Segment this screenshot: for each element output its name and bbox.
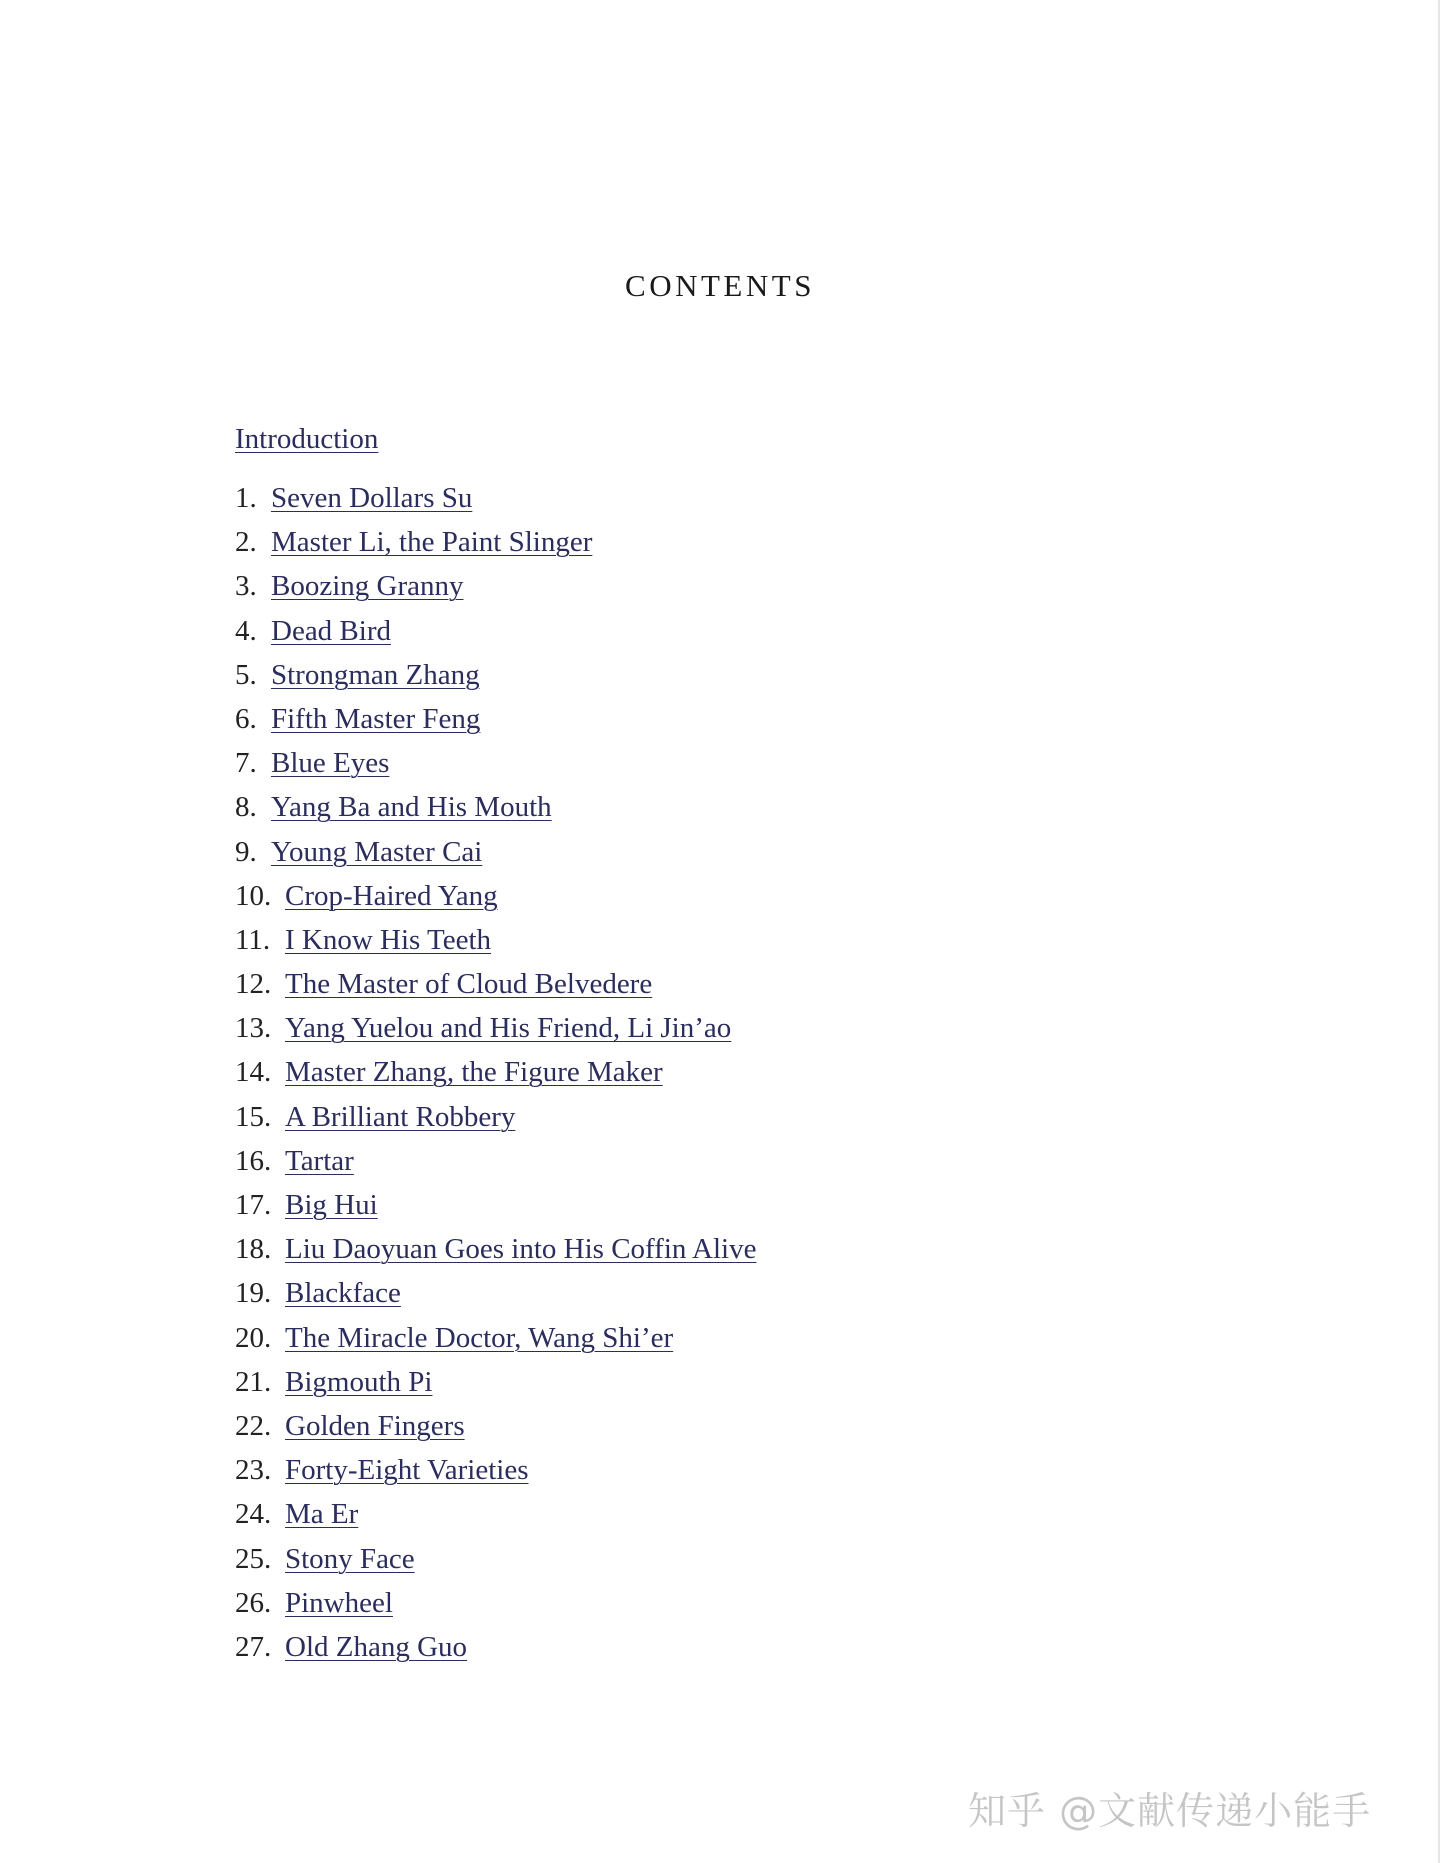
toc-entry [235, 918, 1135, 962]
toc-entry [235, 609, 1135, 653]
toc-entry-number: 21. [235, 1365, 272, 1398]
toc-entry [235, 962, 1135, 1006]
toc-entry-link[interactable]: Pinwheel [285, 1586, 393, 1619]
toc-entry-number: 11. [235, 923, 271, 956]
toc-entry [235, 1006, 1135, 1050]
toc-entry [235, 874, 1135, 918]
toc-entry-link[interactable]: Bigmouth Pi [285, 1365, 433, 1398]
toc-entry-number: 20. [235, 1321, 272, 1354]
page-title: CONTENTS [625, 268, 815, 303]
toc-entry [235, 520, 1135, 564]
toc-entry [235, 1581, 1135, 1625]
toc-entry-link[interactable]: A Brilliant Robbery [285, 1100, 516, 1133]
toc-entry [235, 1448, 1135, 1492]
toc-entry [235, 653, 1135, 697]
toc-entry-link[interactable]: Dead Bird [271, 614, 391, 647]
toc-entry-number: 26. [235, 1586, 272, 1619]
toc-entry-link[interactable]: Big Hui [285, 1189, 378, 1221]
toc-entry-number: 25. [235, 1542, 272, 1575]
toc-entry-number: 19. [235, 1277, 272, 1310]
toc-entry-link[interactable]: Stony Face [285, 1542, 415, 1575]
toc-entry-number: 23. [235, 1454, 272, 1487]
toc-entry-link[interactable]: Seven Dollars Su [271, 482, 473, 514]
toc-entry-link[interactable]: The Master of Cloud Belvedere [285, 968, 653, 1001]
toc-entry-number: 6. [235, 702, 257, 735]
toc-entry [235, 1050, 1135, 1094]
toc-entry [235, 564, 1135, 608]
toc-entry [235, 1316, 1135, 1360]
toc-entry-link[interactable]: Crop-Haired Yang [285, 879, 498, 912]
toc-entry-link[interactable]: Boozing Granny [271, 570, 464, 603]
toc-entry-link[interactable]: I Know His Teeth [285, 923, 492, 956]
toc-entry-link[interactable]: Young Master Cai [271, 835, 483, 868]
toc-entry [235, 1360, 1135, 1404]
table-of-contents [235, 418, 1135, 1669]
watermark: 知乎 @文献传递小能手 [968, 1789, 1372, 1833]
toc-entry-number: 14. [235, 1056, 272, 1089]
toc-entry-link[interactable]: Old Zhang Guo [285, 1630, 468, 1663]
toc-link-introduction[interactable]: Introduction [235, 423, 379, 455]
toc-entry-number: 17. [235, 1189, 272, 1221]
toc-entry-number: 16. [235, 1144, 272, 1177]
toc-entry-number: 22. [235, 1409, 272, 1442]
toc-entry-number: 15. [235, 1100, 272, 1133]
toc-entry-link[interactable]: Yang Ba and His Mouth [271, 791, 552, 824]
toc-entry-number: 4. [235, 614, 257, 647]
toc-entry-number: 7. [235, 747, 257, 780]
toc-entry [235, 476, 1135, 520]
toc-entry-number: 3. [235, 570, 257, 603]
toc-entry-number: 9. [235, 835, 257, 868]
toc-entry-number: 24. [235, 1498, 272, 1531]
toc-entry-link[interactable]: Forty-Eight Varieties [285, 1454, 529, 1487]
toc-entry-link[interactable]: Tartar [285, 1144, 354, 1177]
toc-entry-link[interactable]: Blackface [285, 1277, 401, 1310]
toc-entry [235, 1095, 1135, 1139]
toc-entry-link[interactable]: Fifth Master Feng [271, 702, 481, 735]
toc-entry-number: 13. [235, 1012, 272, 1045]
toc-list [235, 476, 1135, 1669]
toc-entry-link[interactable]: Master Li, the Paint Slinger [271, 526, 593, 559]
toc-entry [235, 1183, 1135, 1227]
toc-entry [235, 741, 1135, 785]
toc-entry-link[interactable]: Blue Eyes [271, 747, 390, 780]
toc-entry-link[interactable]: The Miracle Doctor, Wang Shi’er [285, 1321, 674, 1354]
toc-entry-link[interactable]: Yang Yuelou and His Friend, Li Jin’ao [285, 1012, 732, 1045]
toc-entry [235, 697, 1135, 741]
toc-entry-number: 18. [235, 1233, 272, 1266]
toc-entry [235, 1404, 1135, 1448]
toc-entry [235, 785, 1135, 829]
toc-entry-number: 1. [235, 482, 257, 514]
toc-entry [235, 1625, 1135, 1669]
toc-entry-number: 5. [235, 658, 257, 691]
toc-entry [235, 830, 1135, 874]
toc-entry [235, 1227, 1135, 1271]
toc-entry-number: 8. [235, 791, 257, 824]
toc-entry-number: 10. [235, 879, 272, 912]
toc-entry [235, 1492, 1135, 1536]
toc-entry [235, 1537, 1135, 1581]
toc-entry-link[interactable]: Ma Er [285, 1498, 359, 1531]
toc-entry-link[interactable]: Liu Daoyuan Goes into His Coffin Alive [285, 1233, 757, 1266]
toc-entry [235, 1271, 1135, 1315]
toc-entry-link[interactable]: Golden Fingers [285, 1409, 465, 1442]
toc-entry-number: 2. [235, 526, 257, 559]
toc-entry-number: 27. [235, 1630, 272, 1663]
toc-entry-number: 12. [235, 968, 272, 1001]
toc-entry [235, 1139, 1135, 1183]
toc-entry-link[interactable]: Strongman Zhang [271, 658, 480, 691]
toc-entry-link[interactable]: Master Zhang, the Figure Maker [285, 1056, 663, 1089]
